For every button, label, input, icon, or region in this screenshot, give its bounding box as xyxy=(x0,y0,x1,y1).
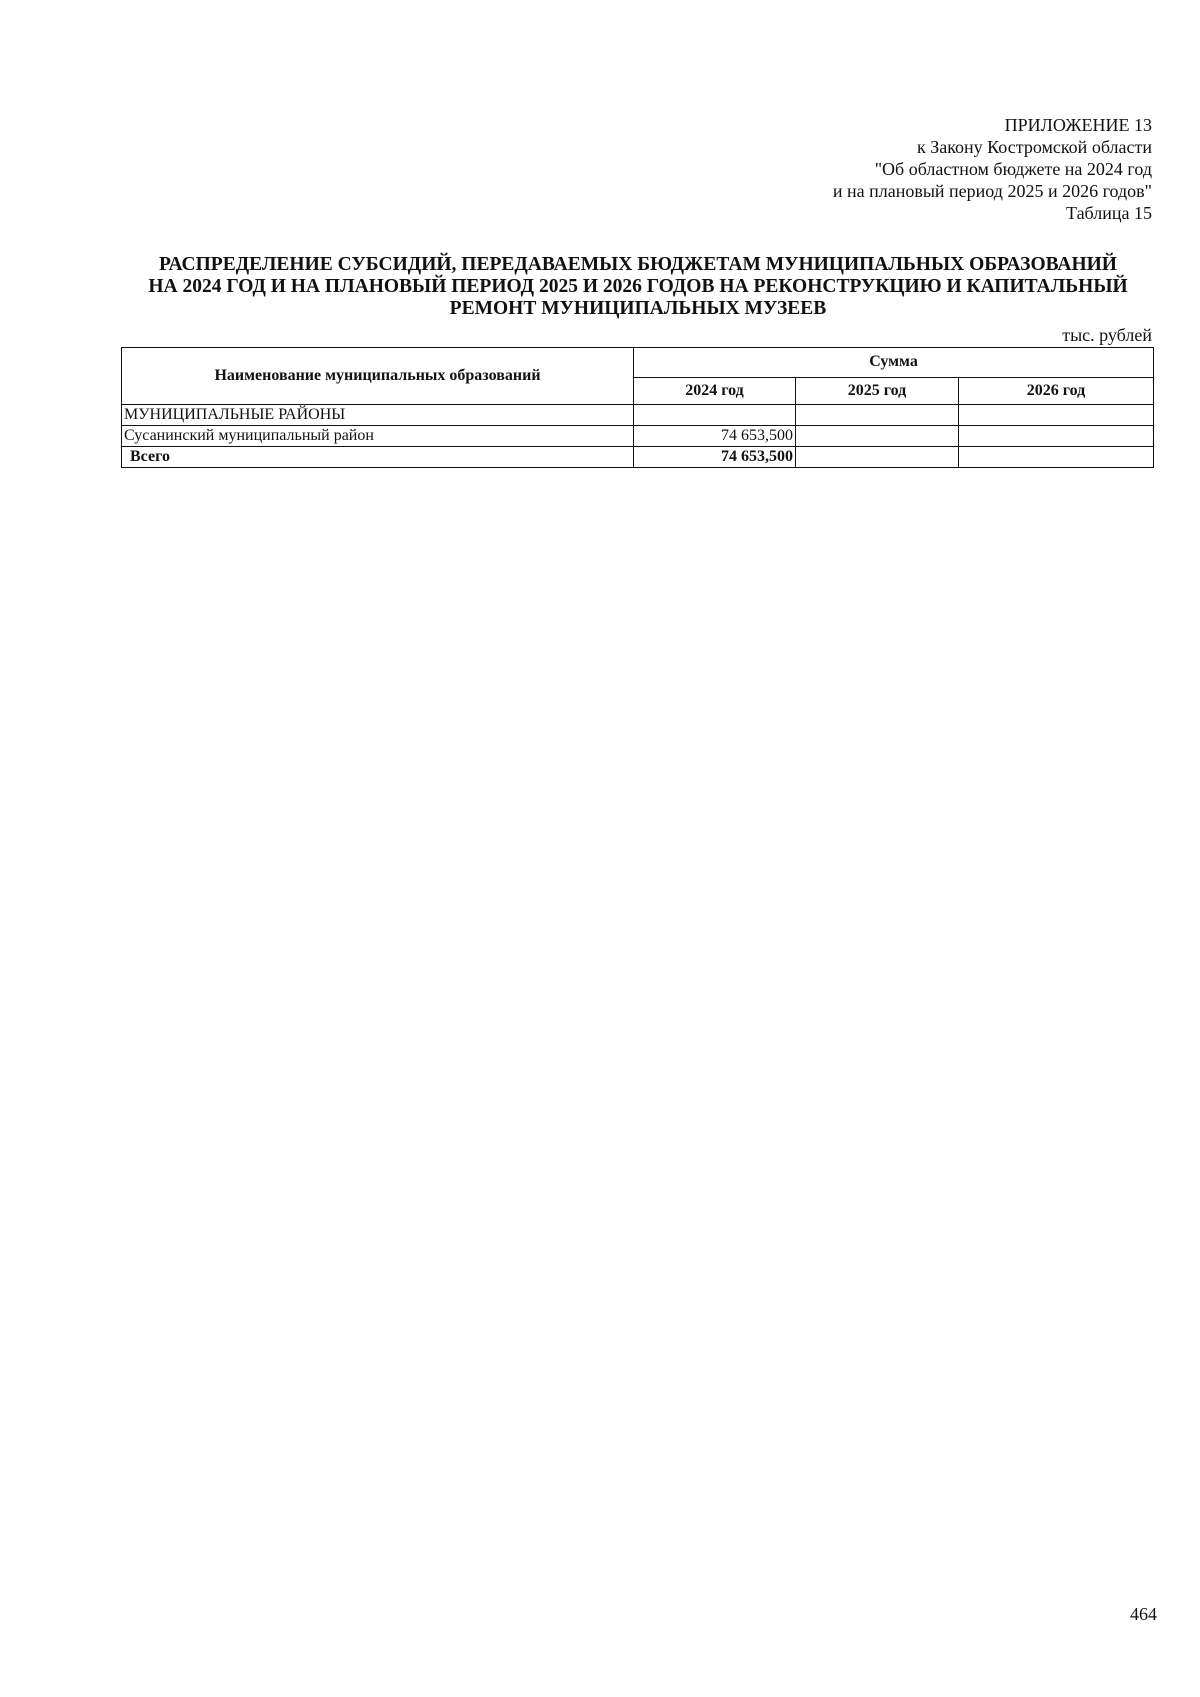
table-row xyxy=(122,426,1154,447)
column-header-year-2026: 2026 год xyxy=(959,377,1154,404)
row-value-2024 xyxy=(634,405,796,426)
appendix-law-period: и на плановый период 2025 и 2026 годов" xyxy=(832,181,1152,201)
document-title-line-3: РЕМОНТ МУНИЦИПАЛЬНЫХ МУЗЕЕВ xyxy=(449,298,827,319)
table-row xyxy=(122,405,1154,426)
row-value-2026 xyxy=(959,426,1154,447)
column-header-year-2025: 2025 год xyxy=(796,377,959,404)
total-row xyxy=(122,447,1154,468)
row-value-2025 xyxy=(796,426,959,447)
column-header-name: Наименование муниципальных образований xyxy=(122,348,634,405)
subsidies-table xyxy=(121,347,1154,468)
document-title xyxy=(118,254,1158,320)
row-name: МУНИЦИПАЛЬНЫЕ РАЙОНЫ xyxy=(122,405,634,426)
column-header-sum: Сумма xyxy=(634,348,1154,378)
row-name: Сусанинский муниципальный район xyxy=(122,426,634,447)
row-value-2025 xyxy=(796,405,959,426)
total-label: Всего xyxy=(122,447,634,468)
appendix-law-ref: к Закону Костромской области xyxy=(916,137,1152,157)
total-value-2026 xyxy=(959,447,1154,468)
appendix-table-number: Таблица 15 xyxy=(1066,203,1152,223)
document-title-line-2: НА 2024 ГОД И НА ПЛАНОВЫЙ ПЕРИОД 2025 И 2026 ГОДОВ НА РЕКОНСТРУКЦИЮ И КАПИТАЛЬНЫЙ xyxy=(148,276,1128,297)
row-value-2024: 74 653,500 xyxy=(634,426,796,447)
document-title-line-1: РАСПРЕДЕЛЕНИЕ СУБСИДИЙ, ПЕРЕДАВАЕМЫХ БЮДЖЕТАМ МУНИЦИПАЛЬНЫХ ОБРАЗОВАНИЙ xyxy=(159,254,1117,275)
row-value-2026 xyxy=(959,405,1154,426)
total-value-2024: 74 653,500 xyxy=(634,447,796,468)
total-value-2025 xyxy=(796,447,959,468)
units-label: тыс. рублей xyxy=(1062,325,1152,345)
page-number: 464 xyxy=(1130,1604,1157,1624)
appendix-header xyxy=(833,114,1152,224)
column-header-year-2024: 2024 год xyxy=(634,377,796,404)
appendix-law-title: "Об областном бюджете на 2024 год xyxy=(874,159,1152,179)
appendix-number: ПРИЛОЖЕНИЕ 13 xyxy=(1004,115,1152,135)
